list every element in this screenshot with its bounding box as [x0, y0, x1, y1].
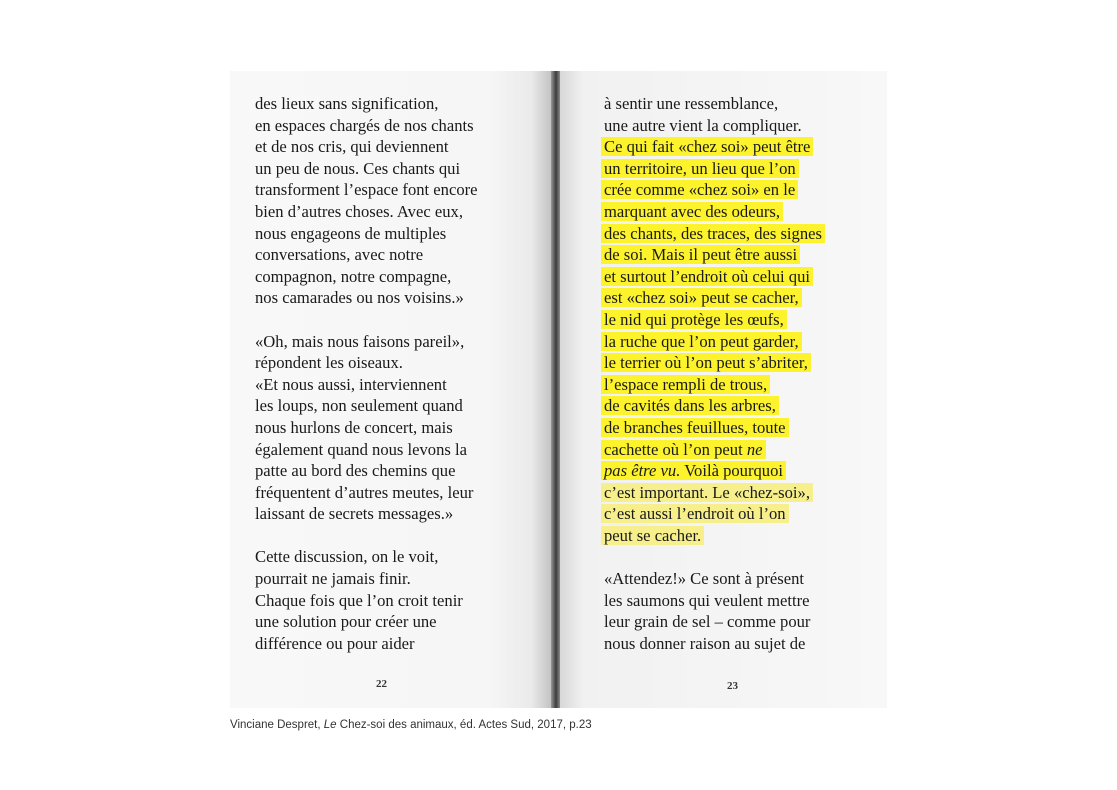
- text-line: patte au bord des chemins que: [255, 461, 456, 481]
- highlighted-line: l’espace rempli de trous,: [601, 375, 770, 394]
- text-line: «Oh, mais nous faisons pareil»,: [255, 331, 465, 351]
- text-line: nos camarades ou nos voisins.»: [255, 288, 464, 308]
- italic-fragment: ne: [746, 439, 763, 459]
- text-line: également quand nous levons la: [255, 439, 467, 459]
- text-line: compagnon, notre compagne,: [255, 266, 452, 286]
- text-line: des lieux sans signification,: [255, 94, 439, 113]
- text-fragment: cachette où l’on peut: [604, 439, 743, 459]
- caption-title-italic: Le: [323, 719, 337, 731]
- highlighted-line: est «chez soi» peut se cacher,: [601, 288, 802, 307]
- text-line: une solution pour créer une: [255, 612, 437, 632]
- italic-fragment: pas être vu.: [604, 461, 681, 481]
- highlighted-line: des chants, des traces, des signes: [601, 224, 825, 243]
- text-line: les loups, non seulement quand: [255, 396, 463, 416]
- text-line: nous hurlons de concert, mais: [255, 417, 453, 437]
- text-line: nous donner raison au sujet de: [604, 633, 806, 653]
- text-line: répondent les oiseaux.: [255, 353, 403, 373]
- text-line: à sentir une ressemblance,: [604, 94, 779, 113]
- text-line: différence ou pour aider: [255, 633, 415, 653]
- highlighted-line: Ce qui fait «chez soi» peut être: [601, 137, 813, 156]
- text-line: un peu de nous. Ces chants qui: [255, 158, 461, 178]
- text-line: pourrait ne jamais finir.: [255, 569, 411, 589]
- highlighted-line: marquant avec des odeurs,: [601, 202, 783, 221]
- text-line: conversations, avec notre: [255, 245, 424, 265]
- source-caption: [230, 719, 592, 731]
- highlighted-line-mixed: [601, 461, 786, 480]
- highlighted-line: le nid qui protège les œufs,: [601, 310, 787, 329]
- highlighted-line: crée comme «chez soi» en le: [601, 180, 798, 199]
- highlighted-line-start: [601, 440, 766, 459]
- page-number-right: 23: [727, 680, 738, 692]
- highlighted-line: de soi. Mais il peut être aussi: [601, 245, 800, 264]
- page-number-left: 22: [376, 678, 387, 690]
- text-line: Cette discussion, on le voit,: [255, 547, 439, 567]
- text-line: Chaque fois que l’on croit tenir: [255, 590, 463, 610]
- highlighted-line: de cavités dans les arbres,: [601, 396, 779, 415]
- text-line: une autre vient la compliquer.: [604, 115, 802, 135]
- text-fragment: Voilà pourquoi: [684, 461, 783, 481]
- text-line: bien d’autres choses. Avec eux,: [255, 201, 463, 221]
- highlighted-line: c’est aussi l’endroit où l’on: [601, 504, 789, 523]
- caption-author: Vinciane Despret,: [230, 719, 324, 731]
- text-line: fréquentent d’autres meutes, leur: [255, 482, 474, 502]
- highlighted-line: c’est important. Le «chez-soi»,: [601, 483, 813, 502]
- caption-rest: Chez-soi des animaux, éd. Actes Sud, 2017, p.23: [336, 719, 592, 731]
- left-page-text: [255, 93, 555, 654]
- highlighted-line: de branches feuillues, toute: [601, 418, 789, 437]
- highlighted-line: et surtout l’endroit où celui qui: [601, 267, 813, 286]
- text-line: et de nos cris, qui deviennent: [255, 137, 449, 157]
- text-line: transforment l’espace font encore: [255, 180, 478, 200]
- text-line: «Et nous aussi, interviennent: [255, 374, 447, 394]
- text-line: laissant de secrets messages.»: [255, 504, 454, 524]
- highlighted-line: un territoire, un lieu que l’on: [601, 159, 799, 178]
- right-page-text: [604, 93, 904, 654]
- text-line: leur grain de sel – comme pour: [604, 612, 811, 632]
- highlighted-line: le terrier où l’on peut s’abriter,: [601, 353, 811, 372]
- text-line: les saumons qui veulent mettre: [604, 590, 810, 610]
- text-line: en espaces chargés de nos chants: [255, 115, 474, 135]
- text-line: nous engageons de multiples: [255, 223, 447, 243]
- highlighted-line: peut se cacher.: [601, 526, 704, 545]
- highlighted-line: la ruche que l’on peut garder,: [601, 332, 802, 351]
- text-line: «Attendez!» Ce sont à présent: [604, 569, 804, 589]
